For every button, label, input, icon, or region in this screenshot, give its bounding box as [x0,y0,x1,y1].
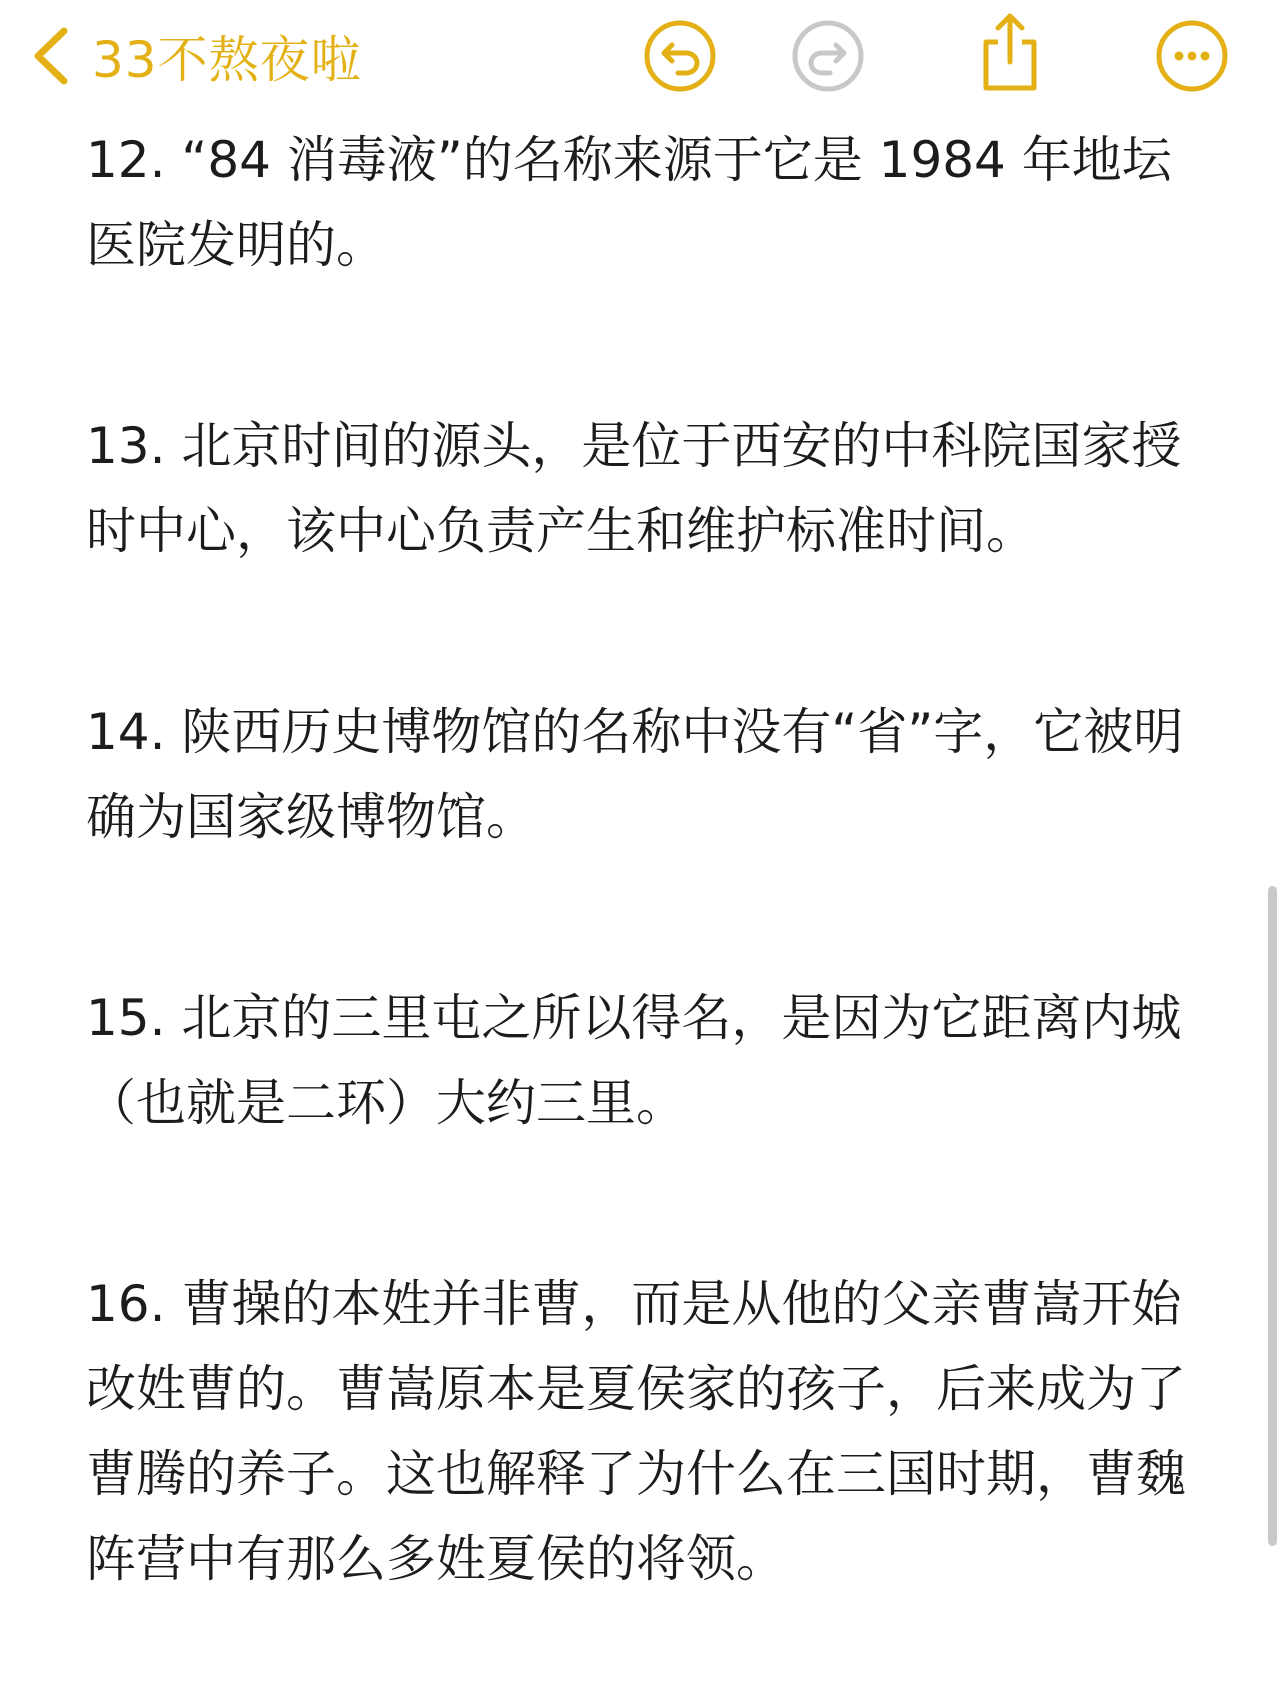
back-button[interactable] [28,22,362,90]
toolbar [0,0,1280,110]
more-button[interactable] [1154,18,1230,94]
note-paragraph: 12. “84 消毒液”的名称来源于它是 1984 年地坛医院发明的。 [86,131,1172,274]
note-paragraph: 13. 北京时间的源头，是位于西安的中科院国家授时中心，该中心负责产生和维护标准时间。 [86,417,1182,560]
share-icon [972,8,1048,96]
note-paragraph: 16. 曹操的本姓并非曹，而是从他的父亲曹嵩开始改姓曹的。曹嵩原本是夏侯家的孩子，后来成为了曹腾的养子。这也解释了为什么在三国时期，曹魏阵营中有那么多姓夏侯的将领。 [86,1275,1186,1588]
scrollbar[interactable] [1268,886,1277,1546]
back-label: 33不熬夜啦 [92,31,362,89]
note-body[interactable] [86,118,1216,1602]
redo-icon [790,18,866,94]
more-icon [1154,18,1230,94]
note-paragraph: 14. 陕西历史博物馆的名称中没有“省”字，它被明确为国家级博物馆。 [86,703,1184,846]
chevron-left-icon [28,25,72,87]
share-button[interactable] [972,8,1048,96]
redo-button[interactable] [790,18,866,94]
note-paragraph: 15. 北京的三里屯之所以得名，是因为它距离内城（也就是二环）大约三里。 [86,989,1182,1132]
undo-icon [642,18,718,94]
undo-button[interactable] [642,18,718,94]
